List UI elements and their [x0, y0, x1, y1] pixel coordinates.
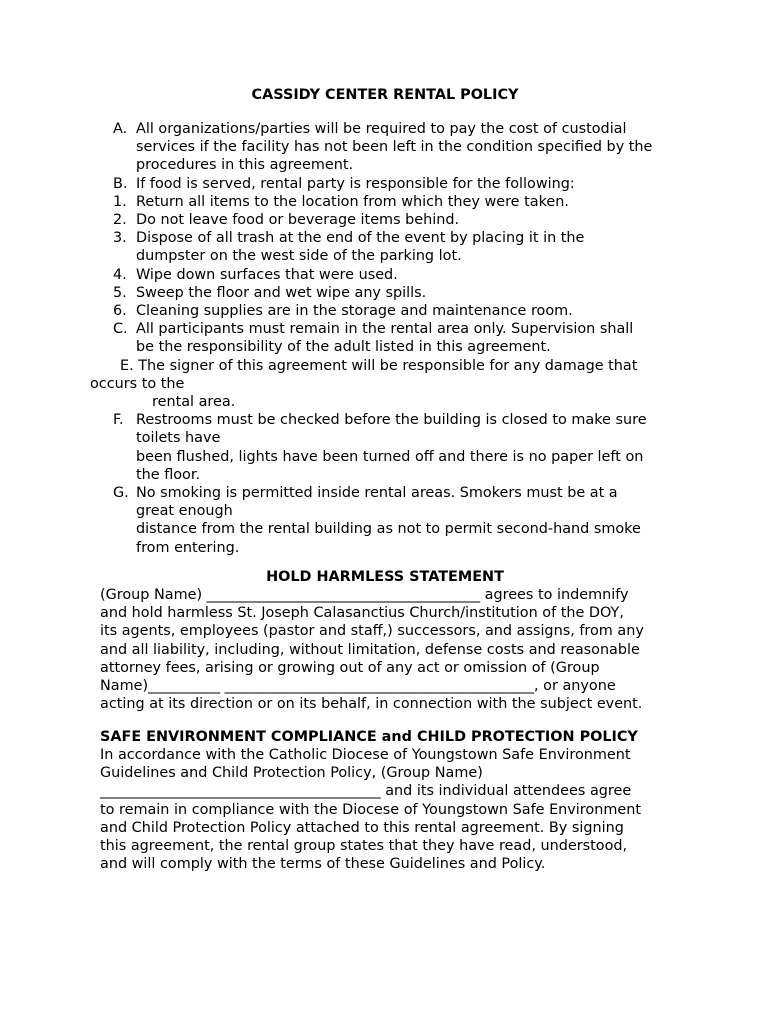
safe-environment-heading: SAFE ENVIRONMENT COMPLIANCE and CHILD PROTECTION POLICY [100, 729, 638, 745]
item-line: the floor. [136, 466, 201, 483]
paragraph-line: Name)__________ ___________________________________________, or anyone [100, 678, 616, 695]
paragraph-line: attorney fees, arising or growing out of any act or omission of (Group [100, 659, 600, 676]
paragraph-line: this agreement, the rental group states that they have read, understood, [100, 838, 628, 855]
item-line: been flushed, lights have been turned off and there is no paper left on [136, 448, 644, 465]
item-line: toilets have [136, 430, 221, 447]
policy-item-2 [0, 211, 696, 229]
item-line: great enough [136, 503, 233, 520]
item-line: dumpster on the west side of the parking lot. [136, 248, 462, 265]
item-line: Wipe down surfaces that were used. [136, 266, 398, 283]
item-line: from entering. [136, 539, 240, 556]
safe-environment-paragraph [100, 746, 700, 873]
policy-item-3 [0, 229, 696, 265]
policy-item-b [0, 175, 696, 193]
policy-item-f [0, 411, 696, 484]
policy-item-c [0, 320, 696, 356]
document-title: CASSIDY CENTER RENTAL POLICY [251, 87, 519, 103]
paragraph-line: In accordance with the Catholic Diocese of Youngstown Safe Environment [100, 747, 631, 763]
paragraph-line: and all liability, including, without limitation, defense costs and reasonable [100, 641, 640, 658]
item-marker: F. [113, 412, 124, 429]
hold-harmless-heading: HOLD HARMLESS STATEMENT [266, 569, 504, 585]
item-marker: B. [113, 175, 128, 192]
item-marker: 4. [113, 266, 127, 283]
paragraph-line: and hold harmless St. Joseph Calasanctius Church/institution of the DOY, [100, 605, 624, 622]
item-line: services if the facility has not been left in the condition specified by the [136, 139, 653, 156]
item-marker: 2. [113, 212, 127, 229]
policy-item-6 [0, 302, 696, 320]
policy-item-a [0, 120, 696, 175]
policy-item-e [0, 357, 770, 412]
item-line: Return all items to the location from which they were taken. [136, 193, 569, 210]
item-line: Restrooms must be checked before the building is closed to make sure [136, 412, 647, 429]
item-marker: A. [113, 121, 128, 137]
paragraph-line: Guidelines and Child Protection Policy, (Group Name) [100, 765, 483, 782]
item-line: Dispose of all trash at the end of the event by placing it in the [136, 230, 585, 247]
item-marker: 5. [113, 284, 127, 301]
policy-item-4 [0, 266, 696, 284]
item-line: Do not leave food or beverage items behind. [136, 212, 460, 229]
item-line: rental area. [152, 394, 236, 411]
paragraph-line: _______________________________________ and its individual attendees agree [100, 783, 632, 800]
paragraph-line: and Child Protection Policy attached to this rental agreement. By signing [100, 819, 624, 836]
policy-item-5 [0, 284, 696, 302]
item-line: be the responsibility of the adult listed in this agreement. [136, 339, 551, 356]
paragraph-line: and will comply with the terms of these Guidelines and Policy. [100, 856, 546, 873]
paragraph-line: acting at its direction or on its behalf, in connection with the subject event. [100, 696, 643, 713]
item-line: All organizations/parties will be required to pay the cost of custodial [136, 121, 627, 137]
item-line: distance from the rental building as not to permit second-hand smoke [136, 521, 641, 538]
paragraph-line: (Group Name) ______________________________________ agrees to indemnify [100, 587, 629, 603]
item-line: E. The signer of this agreement will be responsible for any damage that [120, 357, 638, 374]
item-line: All participants must remain in the rental area only. Supervision shall [136, 321, 634, 338]
policy-list [0, 120, 770, 557]
item-marker: 6. [113, 303, 127, 320]
policy-item-1 [0, 193, 696, 211]
item-marker: 1. [113, 193, 127, 210]
item-line: No smoking is permitted inside rental areas. Smokers must be at a [136, 485, 618, 502]
item-marker: G. [113, 485, 129, 502]
item-marker: C. [113, 321, 128, 338]
paragraph-line: its agents, employees (pastor and staff,) successors, and assigns, from any [100, 623, 644, 640]
item-line: procedures in this agreement. [136, 157, 354, 174]
hold-harmless-paragraph [100, 586, 700, 713]
item-line: occurs to the [90, 375, 185, 392]
policy-item-g [0, 484, 696, 557]
item-marker: 3. [113, 230, 127, 247]
item-line: Cleaning supplies are in the storage and maintenance room. [136, 303, 573, 320]
item-line: Sweep the floor and wet wipe any spills. [136, 284, 427, 301]
item-line: If food is served, rental party is responsible for the following: [136, 175, 575, 192]
paragraph-line: to remain in compliance with the Diocese of Youngstown Safe Environment [100, 801, 641, 818]
